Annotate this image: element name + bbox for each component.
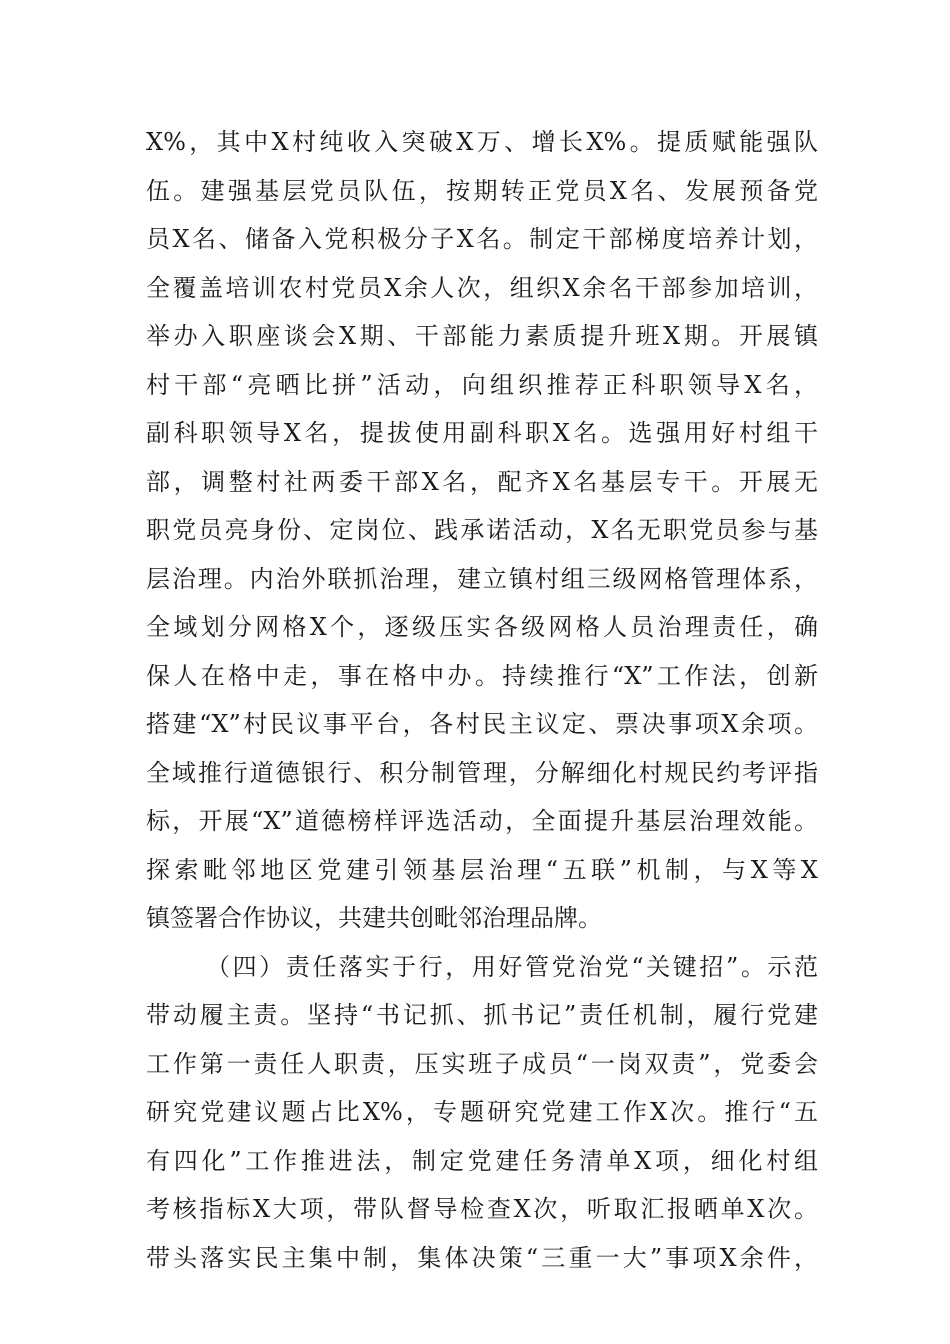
text-line: X%，其中X村纯收入突破X万、增长X%。提质赋能强队 bbox=[146, 128, 818, 156]
text-line: 部，调整村社两委干部X名，配齐X名基层专干。开展无 bbox=[146, 467, 818, 496]
text-line: 保人在格中走，事在格中办。持续推行“X”工作法，创新 bbox=[146, 661, 818, 690]
text-line: 标，开展“X”道德榜样评选活动，全面提升基层治理效能。 bbox=[146, 807, 818, 835]
text-line: 研究党建议题占比X%，专题研究党建工作X次。推行“五 bbox=[146, 1098, 818, 1126]
text-line: 探索毗邻地区党建引领基层治理“五联”机制，与X等X bbox=[146, 855, 818, 884]
text-line: 工作第一责任人职责，压实班子成员“一岗双责”，党委会 bbox=[146, 1049, 818, 1078]
text-line: 带动履主责。坚持“书记抓、抓书记”责任机制，履行党建 bbox=[146, 1001, 818, 1029]
text-line: 层治理。内治外联抓治理，建立镇村组三级网格管理体系， bbox=[146, 564, 818, 593]
text-line: 员X名、储备入党积极分子X名。制定干部梯度培养计划， bbox=[146, 225, 818, 253]
text-line: 村干部“亮晒比拼”活动，向组织推荐正科职领导X名， bbox=[146, 370, 818, 399]
text-line: 举办入职座谈会X期、干部能力素质提升班X期。开展镇 bbox=[146, 322, 818, 350]
text-line: 全域划分网格X个，逐级压实各级网格人员治理责任，确 bbox=[146, 613, 818, 641]
body-text bbox=[146, 118, 818, 1282]
text-line: 考核指标X大项，带队督导检查X次，听取汇报晒单X次。 bbox=[146, 1195, 818, 1223]
text-line: 职党员亮身份、定岗位、践承诺活动，X名无职党员参与基 bbox=[146, 516, 818, 544]
text-line: 有四化”工作推进法，制定党建任务清单X项，细化村组 bbox=[146, 1146, 818, 1175]
text-line: 伍。建强基层党员队伍，按期转正党员X名、发展预备党 bbox=[146, 176, 818, 205]
section-heading-line: （四）责任落实于行，用好管党治党“关键招”。示范 bbox=[206, 952, 818, 981]
text-line: 带头落实民主集中制，集体决策“三重一大”事项X余件， bbox=[146, 1243, 818, 1272]
text-line: 全覆盖培训农村党员X余人次，组织X余名干部参加培训， bbox=[146, 273, 818, 302]
text-line: 全域推行道德银行、积分制管理，分解细化村规民约考评指 bbox=[146, 758, 818, 787]
text-line: 搭建“X”村民议事平台，各村民主议定、票决事项X余项。 bbox=[146, 710, 818, 738]
paragraph-end-line: 镇签署合作协议，共建共创毗邻治理品牌。 bbox=[146, 904, 602, 932]
text-line: 副科职领导X名，提拔使用副科职X名。选强用好村组干 bbox=[146, 419, 818, 447]
